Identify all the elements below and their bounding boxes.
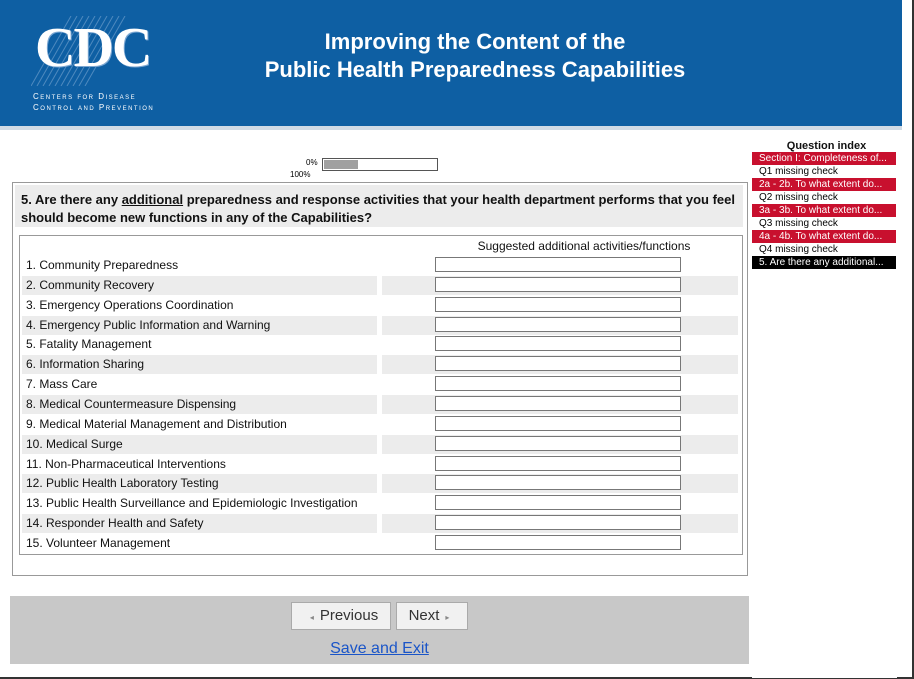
progress-start-label: 0% [306,158,318,167]
question-index-list [752,152,897,269]
table-row [22,435,738,454]
capability-label: 6. Information Sharing [26,357,145,372]
logo-subtitle-line2: Control and Prevention [33,103,155,112]
activity-input[interactable] [435,277,681,292]
page-title [220,28,730,84]
question-text [15,185,743,227]
question-panel [12,182,748,576]
capabilities-table [19,235,743,555]
table-row [22,534,738,553]
capability-label: 8. Medical Countermeasure Dispensing [26,396,237,411]
question-index-item[interactable]: Q4 missing check [752,243,896,256]
question-index-item[interactable]: 2a - 2b. To what extent do... [752,178,896,191]
logo-subtitle-line1: Centers for Disease [33,92,137,101]
capability-label: 12. Public Health Laboratory Testing [26,476,219,491]
capability-label: 5. Fatality Management [26,337,152,352]
page-title-line2: Public Health Preparedness Capabilities [264,57,686,82]
capability-label: 7. Mass Care [26,377,98,392]
activity-input[interactable] [435,376,681,391]
table-row [22,474,738,493]
table-row [22,355,738,374]
table-row [22,316,738,335]
question-index-item[interactable]: 3a - 3b. To what extent do... [752,204,896,217]
page-title-line1: Improving the Content of the [324,29,626,54]
question-index-item[interactable]: 4a - 4b. To what extent do... [752,230,896,243]
activity-input[interactable] [435,475,681,490]
previous-button[interactable] [291,602,391,630]
table-row [22,335,738,354]
activity-input[interactable] [435,456,681,471]
capability-label: 14. Responder Health and Safety [26,516,204,531]
activity-input[interactable] [435,416,681,431]
capability-label: 11. Non-Pharmaceutical Interventions [26,456,226,471]
activity-input[interactable] [435,495,681,510]
table-row [22,455,738,474]
header-divider [0,126,902,130]
capability-label: 10. Medical Surge [26,436,123,451]
question-index-item[interactable]: 5. Are there any additional... [752,256,896,269]
question-index-item[interactable]: Section I: Completeness of... [752,152,896,165]
question-rest: preparedness and response activities that your health department performs that you feel should become new functions in any of the Capabilities? [21,192,736,225]
table-row [22,415,738,434]
progress-fill [324,160,358,169]
activity-input[interactable] [435,356,681,371]
question-emphasis: additional [121,192,184,207]
question-index [752,138,897,678]
table-row [22,375,738,394]
table-row [22,514,738,533]
capability-label: 13. Public Health Surveillance and Epidemiologic Investigation [26,496,358,511]
progress-bar [322,158,438,171]
activity-input[interactable] [435,436,681,451]
chevron-right-icon: ▸ [445,613,450,622]
table-row [22,296,738,315]
capability-label: 9. Medical Material Management and Distribution [26,416,287,431]
capability-label: 2. Community Recovery [26,277,155,292]
question-prefix: 5. Are there any [21,192,122,207]
table-row [22,256,738,275]
activity-input[interactable] [435,257,681,272]
capability-label: 4. Emergency Public Information and Warning [26,317,271,332]
progress-end-label: 100% [290,170,311,179]
save-and-exit-link[interactable]: Save and Exit [330,640,429,657]
question-index-item[interactable]: Q3 missing check [752,217,896,230]
question-index-item[interactable]: Q1 missing check [752,165,896,178]
column-header: Suggested additional activities/functions [477,239,691,253]
capability-label: 15. Volunteer Management [26,535,171,550]
cdc-logo [31,16,161,116]
table-row [22,494,738,513]
table-row [22,276,738,295]
activity-input[interactable] [435,297,681,312]
activity-input[interactable] [435,396,681,411]
table-row [22,395,738,414]
next-button-label: Next [408,607,440,624]
activity-input[interactable] [435,515,681,530]
page-header [0,0,902,126]
next-button[interactable] [396,602,468,630]
capability-label: 3. Emergency Operations Coordination [26,297,234,312]
activity-input[interactable] [435,317,681,332]
chevron-left-icon: ◂ [309,613,314,622]
capability-label: 1. Community Preparedness [26,258,179,272]
question-index-title: Question index [786,140,867,152]
logo-letters: CDC [35,17,151,79]
previous-button-label: Previous [319,607,379,624]
question-index-item[interactable]: Q2 missing check [752,191,896,204]
activity-input[interactable] [435,535,681,550]
navigation-bar [10,596,749,664]
activity-input[interactable] [435,336,681,351]
